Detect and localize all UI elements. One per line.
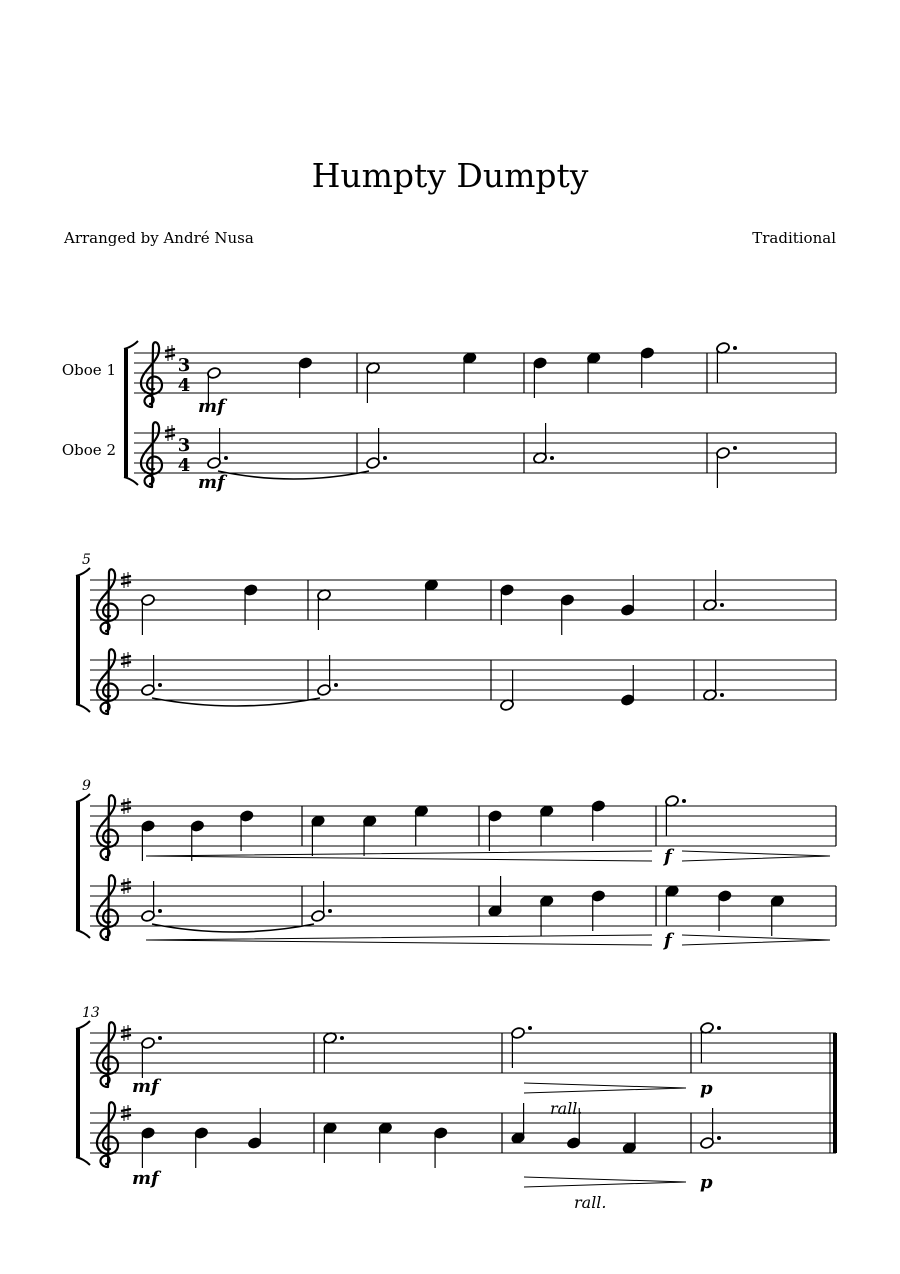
treble-clef-icon xyxy=(97,1022,118,1087)
note xyxy=(190,820,205,861)
piece-title: Humpty Dumpty xyxy=(311,156,589,195)
clef xyxy=(97,569,118,634)
bracket-bottom xyxy=(76,930,90,938)
note xyxy=(500,584,515,625)
augmentation-dot xyxy=(717,1136,721,1140)
treble-clef-icon xyxy=(141,422,162,487)
note xyxy=(511,1103,526,1144)
note xyxy=(533,357,548,398)
bracket-top xyxy=(76,1021,90,1029)
time-sig-numerator: 3 xyxy=(177,435,191,456)
augmentation-dot xyxy=(682,799,686,803)
tie xyxy=(152,924,314,932)
note xyxy=(591,800,606,841)
sharp-bar xyxy=(121,1035,131,1037)
note xyxy=(141,1127,156,1168)
instrument-label-oboe-2: Oboe 2 xyxy=(61,441,116,459)
measure-number: 5 xyxy=(82,552,91,568)
note xyxy=(703,660,724,701)
bracket-top xyxy=(76,794,90,802)
staff-oboe-1 xyxy=(134,353,836,393)
note xyxy=(511,1026,532,1068)
augmentation-dot xyxy=(158,1036,162,1040)
note xyxy=(500,670,515,711)
clef xyxy=(141,342,162,407)
note xyxy=(539,805,554,846)
dynamic-p: p xyxy=(700,1172,713,1193)
staff-oboe-2 xyxy=(134,433,836,473)
bracket-bottom xyxy=(76,704,90,712)
note xyxy=(700,1022,721,1063)
measure-number: 9 xyxy=(82,778,91,794)
composer-credit: Traditional xyxy=(752,229,836,247)
dynamic-mf: mf xyxy=(132,1168,159,1189)
clef xyxy=(97,649,118,714)
dynamic-mf: mf xyxy=(198,396,225,417)
note xyxy=(716,446,737,488)
note xyxy=(560,594,575,635)
note xyxy=(298,357,313,398)
note xyxy=(640,347,655,388)
sharp-bar xyxy=(121,656,131,658)
dynamic-p: p xyxy=(700,1078,713,1099)
augmentation-dot xyxy=(720,693,724,697)
dynamic-f: f xyxy=(664,930,672,951)
note xyxy=(317,589,332,630)
augmentation-dot xyxy=(717,1026,721,1030)
note xyxy=(620,575,635,616)
diminuendo-hairpin xyxy=(524,1083,686,1093)
staff-oboe-1 xyxy=(90,580,836,620)
treble-clef-icon xyxy=(97,649,118,714)
time-signature xyxy=(178,435,191,476)
clef xyxy=(141,422,162,487)
system-bracket xyxy=(76,568,90,712)
tie xyxy=(218,471,369,479)
final-barline-thick xyxy=(833,1033,837,1153)
clef xyxy=(97,1022,118,1087)
augmentation-dot xyxy=(340,1036,344,1040)
note xyxy=(194,1127,209,1168)
note xyxy=(239,810,254,851)
diminuendo-hairpin xyxy=(524,1177,686,1187)
note xyxy=(247,1108,262,1149)
sharp-bar xyxy=(121,1109,131,1111)
clef xyxy=(97,1102,118,1167)
crescendo-hairpin xyxy=(146,851,652,861)
note xyxy=(717,890,732,931)
augmentation-dot xyxy=(158,909,162,913)
dynamic-f: f xyxy=(664,846,672,867)
dynamic-mf: mf xyxy=(198,472,225,493)
bracket-bottom xyxy=(124,477,138,485)
note xyxy=(488,876,503,917)
note xyxy=(362,815,377,856)
staff-oboe-1 xyxy=(90,1033,836,1073)
clef xyxy=(97,875,118,940)
note xyxy=(591,890,606,931)
measure-number: 13 xyxy=(82,1005,100,1021)
note xyxy=(533,423,554,464)
note xyxy=(665,885,680,926)
sharp-bar xyxy=(121,888,131,890)
augmentation-dot xyxy=(383,456,387,460)
time-sig-denominator: 4 xyxy=(177,375,191,396)
instrument-label-oboe-1: Oboe 1 xyxy=(61,361,116,379)
note xyxy=(378,1122,393,1163)
crescendo-hairpin xyxy=(146,935,652,945)
augmentation-dot xyxy=(328,909,332,913)
sharp-bar xyxy=(121,576,131,578)
note xyxy=(323,1032,344,1073)
bracket-top xyxy=(124,341,138,349)
note xyxy=(462,352,477,393)
tie xyxy=(152,698,320,706)
augmentation-dot xyxy=(733,346,737,350)
note xyxy=(311,815,326,856)
augmentation-dot xyxy=(733,446,737,450)
treble-clef-icon xyxy=(97,875,118,940)
augmentation-dot xyxy=(158,683,162,687)
augmentation-dot xyxy=(224,456,228,460)
note xyxy=(323,1122,338,1163)
note xyxy=(665,795,686,836)
note xyxy=(586,352,601,393)
sharp-bar xyxy=(165,355,175,357)
diminuendo-hairpin xyxy=(682,935,830,945)
tempo-rall: rall. xyxy=(574,1193,607,1212)
arranger-credit: Arranged by André Nusa xyxy=(64,229,254,247)
note xyxy=(488,810,503,851)
augmentation-dot xyxy=(720,603,724,607)
note xyxy=(770,895,785,936)
sharp-bar xyxy=(121,808,131,810)
sharp-bar xyxy=(165,349,175,351)
time-sig-numerator: 3 xyxy=(177,355,191,376)
treble-clef-icon xyxy=(97,569,118,634)
note xyxy=(539,895,554,936)
sharp-bar xyxy=(121,1115,131,1117)
note xyxy=(141,820,156,861)
note xyxy=(433,1127,448,1168)
tempo-rall: rall. xyxy=(550,1099,583,1118)
bracket-bottom xyxy=(76,1157,90,1165)
sharp-bar xyxy=(121,1029,131,1031)
note xyxy=(414,805,429,846)
augmentation-dot xyxy=(550,456,554,460)
time-sig-denominator: 4 xyxy=(177,455,191,476)
diminuendo-hairpin xyxy=(682,851,830,861)
treble-clef-icon xyxy=(141,342,162,407)
sharp-bar xyxy=(165,429,175,431)
note xyxy=(243,584,258,625)
sharp-bar xyxy=(121,802,131,804)
time-signature xyxy=(178,355,191,396)
system-bracket xyxy=(76,794,90,938)
bracket-top xyxy=(76,568,90,576)
treble-clef-icon xyxy=(97,1102,118,1167)
sharp-bar xyxy=(121,662,131,664)
note xyxy=(141,594,156,635)
sharp-bar xyxy=(121,582,131,584)
augmentation-dot xyxy=(334,683,338,687)
note xyxy=(141,1036,162,1078)
note xyxy=(620,665,635,706)
note xyxy=(366,362,381,403)
note xyxy=(424,579,439,620)
note xyxy=(703,570,724,611)
dynamic-mf: mf xyxy=(132,1076,159,1097)
staff-oboe-2 xyxy=(90,660,836,700)
sharp-bar xyxy=(165,435,175,437)
note xyxy=(622,1113,637,1154)
note xyxy=(716,342,737,383)
augmentation-dot xyxy=(528,1026,532,1030)
treble-clef-icon xyxy=(97,795,118,860)
sharp-bar xyxy=(121,882,131,884)
system-bracket xyxy=(76,1021,90,1165)
clef xyxy=(97,795,118,860)
